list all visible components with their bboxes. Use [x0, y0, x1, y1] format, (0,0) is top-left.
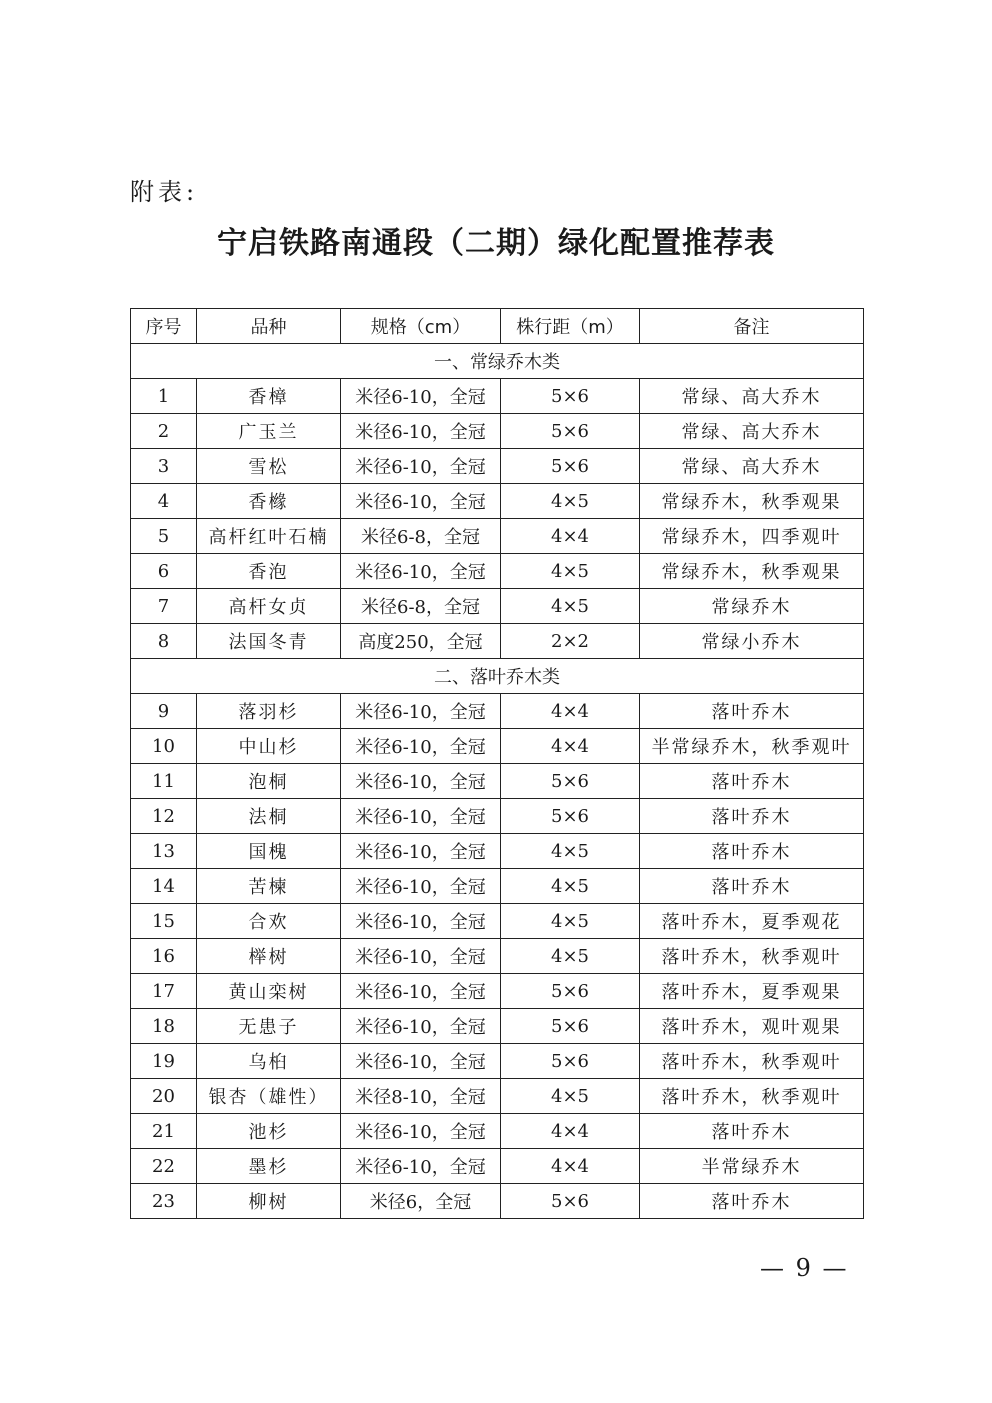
- cell-spacing: 4×5: [501, 589, 640, 624]
- cell-spec: 米径6-10，全冠: [341, 379, 501, 414]
- cell-remarks: 落叶乔木，观叶观果: [640, 1009, 864, 1044]
- cell-remarks: 常绿乔木，秋季观果: [640, 484, 864, 519]
- table-row: [131, 1184, 864, 1219]
- appendix-label: 附表:: [130, 178, 199, 206]
- header-remarks: 备注: [640, 309, 864, 344]
- cell-spec: 米径6-10，全冠: [341, 484, 501, 519]
- cell-index: 21: [131, 1114, 197, 1149]
- cell-remarks: 落叶乔木: [640, 764, 864, 799]
- cell-species: 无患子: [197, 1009, 341, 1044]
- cell-species: 广玉兰: [197, 414, 341, 449]
- cell-spec: 米径6-10，全冠: [341, 729, 501, 764]
- cell-remarks: 常绿乔木: [640, 589, 864, 624]
- cell-species: 池杉: [197, 1114, 341, 1149]
- cell-spacing: 4×5: [501, 904, 640, 939]
- table-row: [131, 694, 864, 729]
- cell-index: 4: [131, 484, 197, 519]
- document-title: 宁启铁路南通段（二期）绿化配置推荐表: [217, 226, 775, 261]
- table-row: [131, 799, 864, 834]
- table-row: [131, 1044, 864, 1079]
- cell-index: 13: [131, 834, 197, 869]
- cell-spec: 米径6-10，全冠: [341, 1114, 501, 1149]
- cell-species: 中山杉: [197, 729, 341, 764]
- cell-species: 雪松: [197, 449, 341, 484]
- cell-index: 17: [131, 974, 197, 1009]
- cell-spacing: 5×6: [501, 974, 640, 1009]
- cell-remarks: 落叶乔木: [640, 1114, 864, 1149]
- section-title: 一、常绿乔木类: [131, 344, 864, 379]
- cell-species: 合欢: [197, 904, 341, 939]
- cell-index: 18: [131, 1009, 197, 1044]
- cell-spec: 米径6-10，全冠: [341, 869, 501, 904]
- cell-species: 高杆女贞: [197, 589, 341, 624]
- table-row: [131, 764, 864, 799]
- cell-spec: 米径6，全冠: [341, 1184, 501, 1219]
- cell-remarks: 落叶乔木: [640, 1184, 864, 1219]
- cell-spec: 米径8-10，全冠: [341, 1079, 501, 1114]
- cell-remarks: 落叶乔木，秋季观叶: [640, 1079, 864, 1114]
- header-spec: 规格（cm）: [341, 309, 501, 344]
- cell-index: 3: [131, 449, 197, 484]
- cell-index: 16: [131, 939, 197, 974]
- cell-remarks: 常绿乔木，四季观叶: [640, 519, 864, 554]
- cell-spec: 米径6-8，全冠: [341, 519, 501, 554]
- cell-remarks: 落叶乔木: [640, 799, 864, 834]
- cell-species: 落羽杉: [197, 694, 341, 729]
- header-index: 序号: [131, 309, 197, 344]
- table-row: [131, 1079, 864, 1114]
- table-body: [131, 344, 864, 1219]
- cell-index: 14: [131, 869, 197, 904]
- header-spacing: 株行距（m）: [501, 309, 640, 344]
- cell-spacing: 4×5: [501, 484, 640, 519]
- cell-remarks: 常绿、高大乔木: [640, 449, 864, 484]
- cell-spec: 米径6-10，全冠: [341, 1044, 501, 1079]
- cell-spec: 米径6-10，全冠: [341, 414, 501, 449]
- cell-remarks: 落叶乔木: [640, 869, 864, 904]
- table-row: [131, 554, 864, 589]
- cell-spec: 米径6-10，全冠: [341, 834, 501, 869]
- cell-spec: 米径6-10，全冠: [341, 939, 501, 974]
- table-row: [131, 484, 864, 519]
- cell-spec: 米径6-10，全冠: [341, 554, 501, 589]
- table-row: [131, 974, 864, 1009]
- cell-remarks: 落叶乔木，秋季观叶: [640, 1044, 864, 1079]
- table-row: [131, 624, 864, 659]
- table-row: [131, 939, 864, 974]
- plant-config-table: [130, 308, 864, 1219]
- cell-species: 国槐: [197, 834, 341, 869]
- cell-spec: 高度250，全冠: [341, 624, 501, 659]
- cell-spec: 米径6-8，全冠: [341, 589, 501, 624]
- cell-spacing: 5×6: [501, 1044, 640, 1079]
- cell-species: 墨杉: [197, 1149, 341, 1184]
- cell-spacing: 4×5: [501, 834, 640, 869]
- cell-index: 2: [131, 414, 197, 449]
- cell-remarks: 半常绿乔木: [640, 1149, 864, 1184]
- cell-spacing: 2×2: [501, 624, 640, 659]
- cell-species: 苦楝: [197, 869, 341, 904]
- table-row: [131, 379, 864, 414]
- cell-species: 法桐: [197, 799, 341, 834]
- cell-spacing: 4×4: [501, 1149, 640, 1184]
- cell-index: 20: [131, 1079, 197, 1114]
- cell-index: 22: [131, 1149, 197, 1184]
- cell-remarks: 落叶乔木，夏季观果: [640, 974, 864, 1009]
- table-row: [131, 729, 864, 764]
- cell-spacing: 4×4: [501, 729, 640, 764]
- cell-species: 香橼: [197, 484, 341, 519]
- cell-remarks: 常绿、高大乔木: [640, 414, 864, 449]
- cell-spec: 米径6-10，全冠: [341, 974, 501, 1009]
- cell-index: 5: [131, 519, 197, 554]
- cell-index: 12: [131, 799, 197, 834]
- table-row: [131, 834, 864, 869]
- cell-spacing: 5×6: [501, 414, 640, 449]
- cell-index: 8: [131, 624, 197, 659]
- cell-index: 10: [131, 729, 197, 764]
- cell-species: 黄山栾树: [197, 974, 341, 1009]
- cell-spacing: 4×5: [501, 1079, 640, 1114]
- cell-spacing: 4×5: [501, 869, 640, 904]
- cell-index: 1: [131, 379, 197, 414]
- cell-index: 6: [131, 554, 197, 589]
- table-row: [131, 414, 864, 449]
- cell-index: 23: [131, 1184, 197, 1219]
- cell-spec: 米径6-10，全冠: [341, 449, 501, 484]
- cell-spacing: 5×6: [501, 1009, 640, 1044]
- cell-spacing: 5×6: [501, 799, 640, 834]
- table-row: [131, 589, 864, 624]
- header-species: 品种: [197, 309, 341, 344]
- cell-spacing: 4×4: [501, 1114, 640, 1149]
- page-number: — 9 —: [760, 1254, 849, 1282]
- cell-index: 15: [131, 904, 197, 939]
- cell-remarks: 常绿乔木，秋季观果: [640, 554, 864, 589]
- cell-species: 高杆红叶石楠: [197, 519, 341, 554]
- cell-remarks: 落叶乔木: [640, 694, 864, 729]
- section-row: [131, 344, 864, 379]
- table-row: [131, 869, 864, 904]
- cell-species: 香樟: [197, 379, 341, 414]
- table-row: [131, 449, 864, 484]
- cell-species: 银杏（雄性）: [197, 1079, 341, 1114]
- cell-remarks: 常绿小乔木: [640, 624, 864, 659]
- cell-spacing: 4×4: [501, 694, 640, 729]
- cell-spec: 米径6-10，全冠: [341, 1009, 501, 1044]
- cell-remarks: 落叶乔木: [640, 834, 864, 869]
- cell-remarks: 落叶乔木，夏季观花: [640, 904, 864, 939]
- cell-species: 榉树: [197, 939, 341, 974]
- table-row: [131, 1114, 864, 1149]
- cell-remarks: 半常绿乔木，秋季观叶: [640, 729, 864, 764]
- cell-spec: 米径6-10，全冠: [341, 799, 501, 834]
- table-row: [131, 519, 864, 554]
- cell-species: 泡桐: [197, 764, 341, 799]
- cell-spec: 米径6-10，全冠: [341, 694, 501, 729]
- cell-spacing: 5×6: [501, 379, 640, 414]
- cell-species: 法国冬青: [197, 624, 341, 659]
- cell-index: 9: [131, 694, 197, 729]
- table-row: [131, 904, 864, 939]
- cell-spec: 米径6-10，全冠: [341, 904, 501, 939]
- cell-spacing: 5×6: [501, 449, 640, 484]
- cell-spacing: 4×4: [501, 519, 640, 554]
- cell-spacing: 5×6: [501, 764, 640, 799]
- section-row: [131, 659, 864, 694]
- cell-spec: 米径6-10，全冠: [341, 1149, 501, 1184]
- table-header-row: [131, 309, 864, 344]
- table-row: [131, 1009, 864, 1044]
- cell-index: 7: [131, 589, 197, 624]
- cell-index: 19: [131, 1044, 197, 1079]
- cell-index: 11: [131, 764, 197, 799]
- cell-spacing: 4×5: [501, 554, 640, 589]
- section-title: 二、落叶乔木类: [131, 659, 864, 694]
- cell-spacing: 5×6: [501, 1184, 640, 1219]
- cell-species: 柳树: [197, 1184, 341, 1219]
- cell-spacing: 4×5: [501, 939, 640, 974]
- cell-species: 香泡: [197, 554, 341, 589]
- cell-spec: 米径6-10，全冠: [341, 764, 501, 799]
- cell-remarks: 落叶乔木，秋季观叶: [640, 939, 864, 974]
- table-row: [131, 1149, 864, 1184]
- cell-species: 乌桕: [197, 1044, 341, 1079]
- cell-remarks: 常绿、高大乔木: [640, 379, 864, 414]
